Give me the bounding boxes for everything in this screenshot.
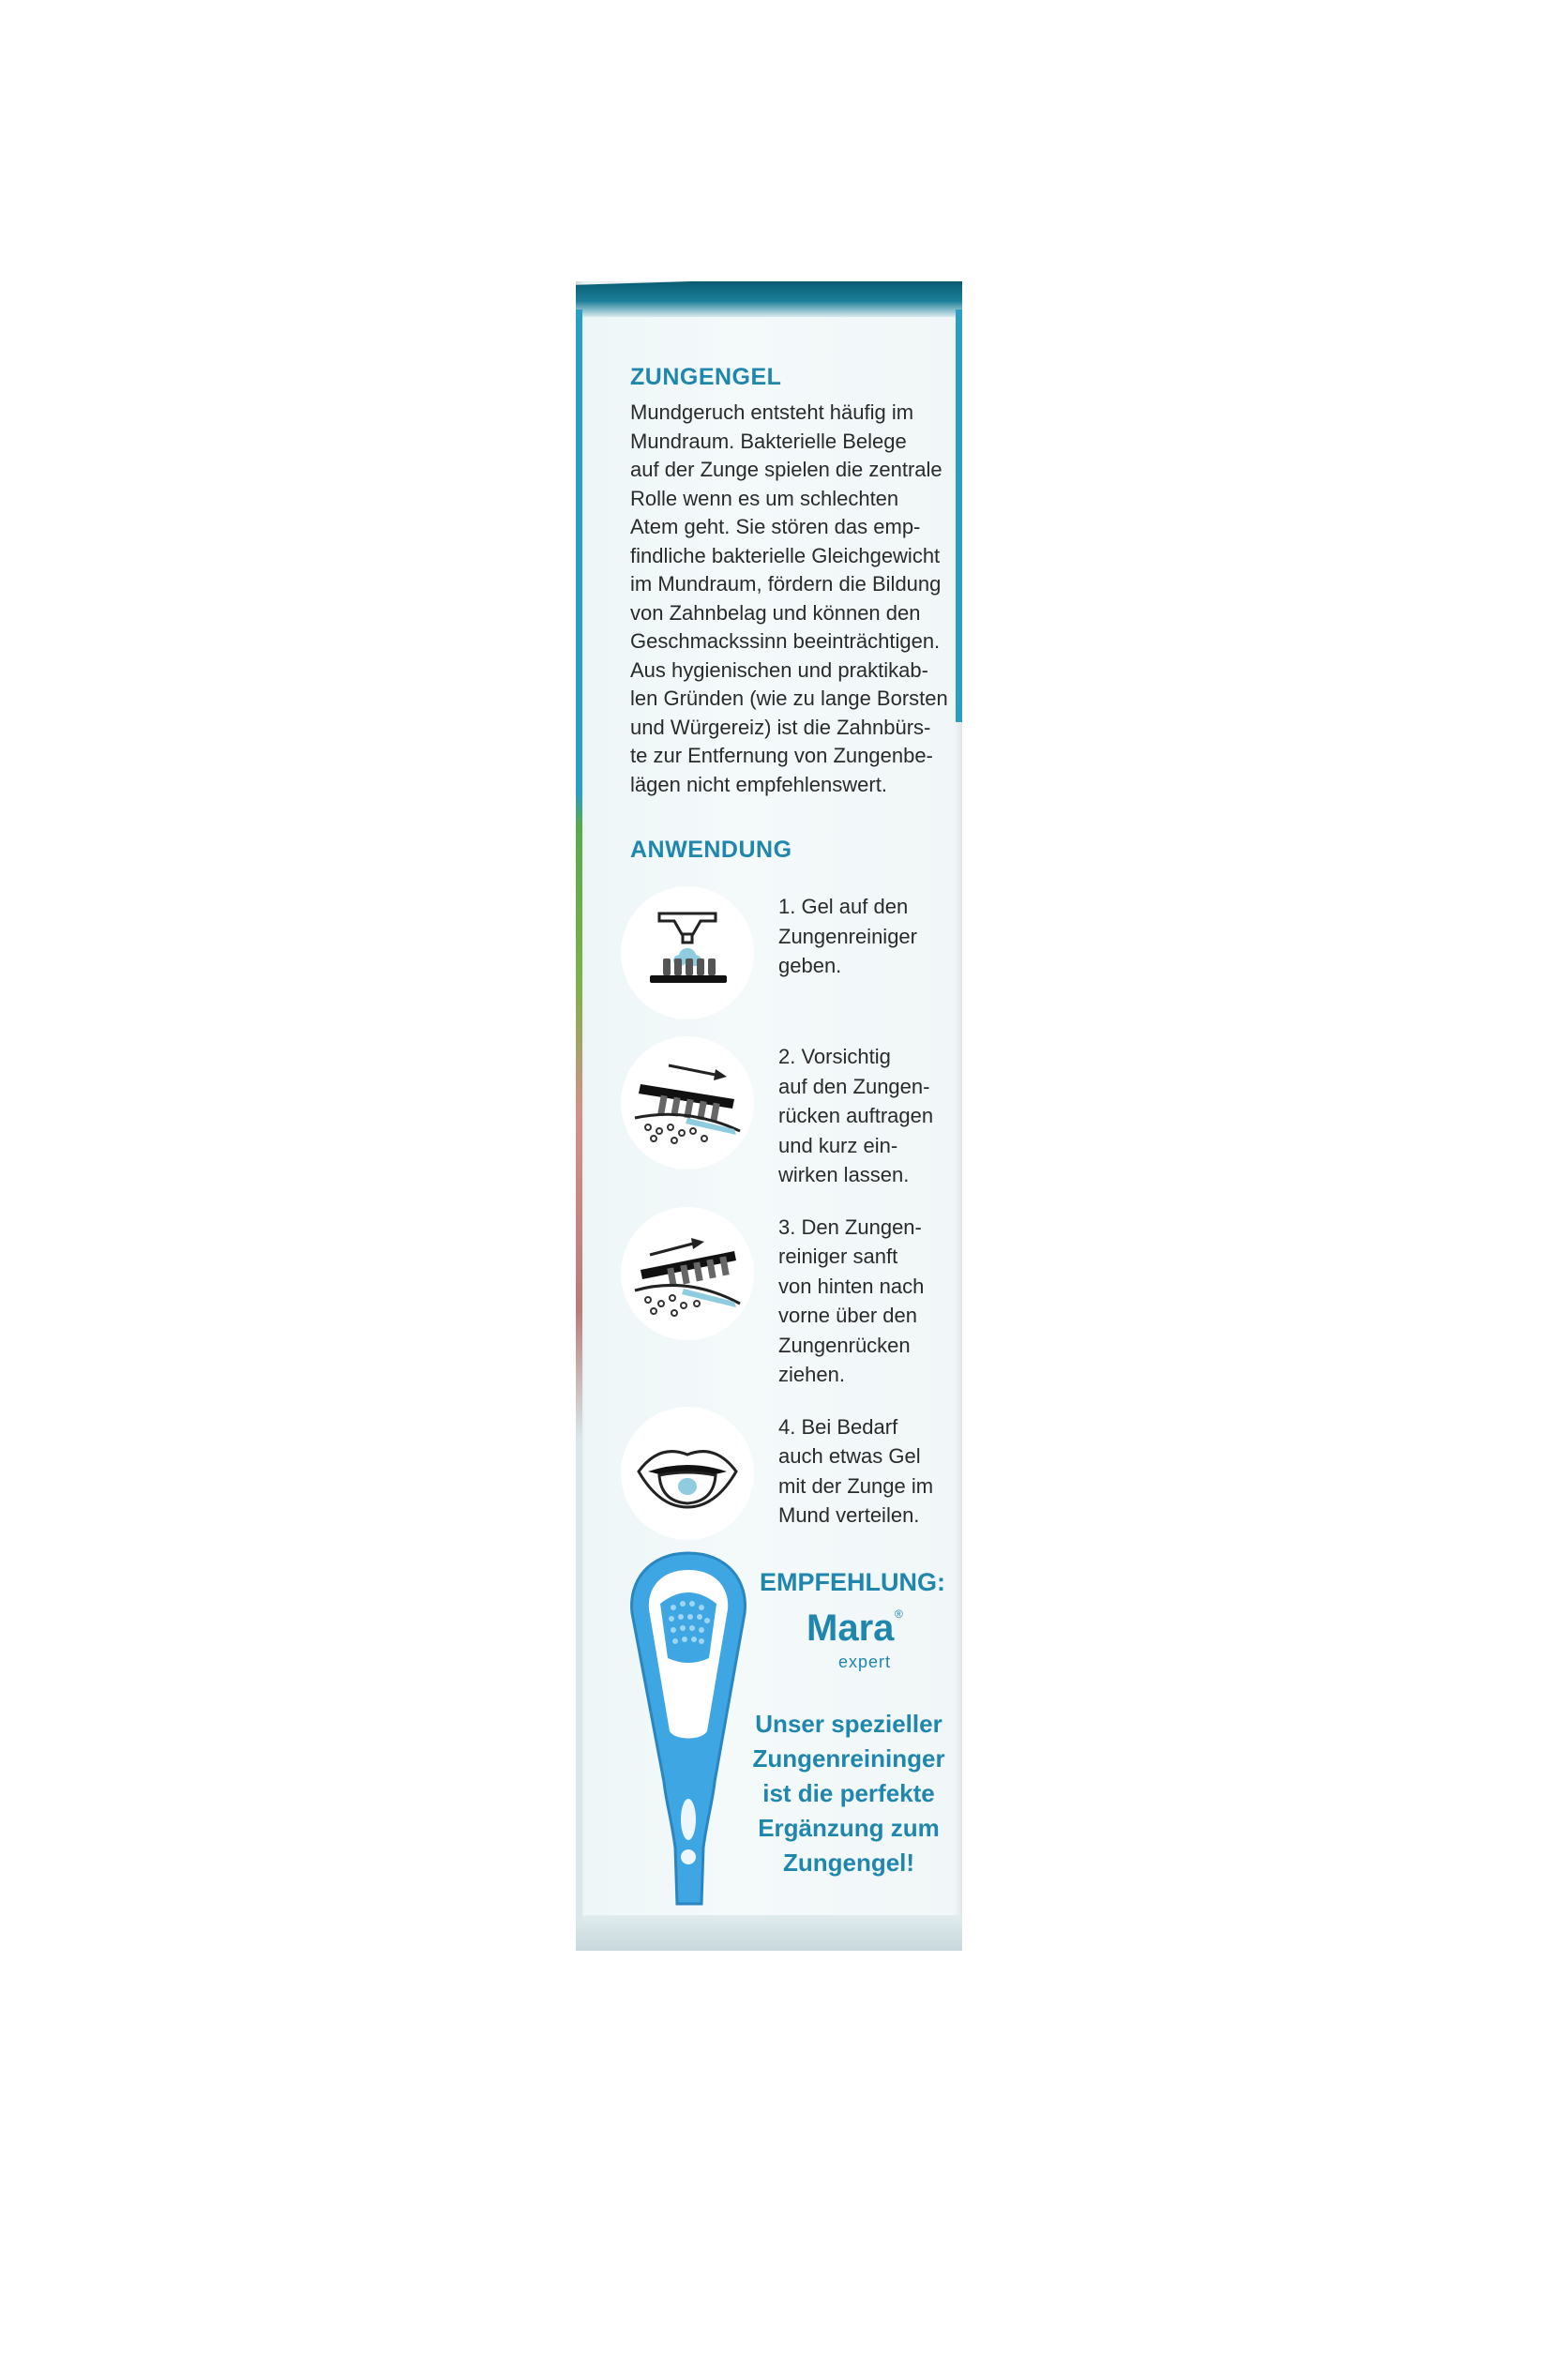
brush-pull-icon (621, 1207, 754, 1340)
desc-line: findliche bakterielle Gleichgewicht (630, 543, 941, 567)
desc-line: te zur Entfernung von Zungenbe- (630, 744, 933, 767)
desc-line: Mundgeruch entsteht häufig im (630, 400, 914, 424)
usage-step-1-text (778, 892, 917, 981)
package-left-edge (576, 309, 582, 1923)
desc-line: von Zahnbelag und können den (630, 600, 921, 625)
rec-line: Zungenreininger (752, 1744, 945, 1773)
step-line: und kurz ein- (778, 1133, 898, 1157)
recommendation-text (745, 1707, 953, 1880)
step-line: 4. Bei Bedarf (778, 1414, 898, 1439)
step-line: Mund verteilen. (778, 1503, 920, 1527)
usage-step-3-text (778, 1213, 924, 1390)
gel-dispenser-icon (621, 886, 754, 1019)
desc-line: len Gründen (wie zu lange Borsten (630, 687, 948, 710)
desc-line: Mundraum. Bakterielle Belege (630, 429, 907, 453)
step-line: auch etwas Gel (778, 1444, 921, 1468)
mouth-tongue-icon (621, 1407, 754, 1540)
step-line: 1. Gel auf den (778, 895, 909, 918)
step-line: mit der Zunge im (778, 1473, 934, 1498)
desc-line: Atem geht. Sie stören das emp- (630, 515, 921, 538)
usage-heading: ANWENDUNG (630, 837, 792, 863)
recommendation-heading: EMPFEHLUNG: (760, 1568, 945, 1596)
step-line: Zungenrücken (778, 1333, 911, 1357)
rec-line: ist die perfekte (762, 1779, 935, 1807)
step-line: wirken lassen. (778, 1163, 910, 1186)
step-line: ziehen. (778, 1363, 845, 1386)
desc-line: und Würgereiz) ist die Zahnbürs- (630, 715, 931, 739)
brush-apply-icon (621, 1036, 754, 1169)
step-line: vorne über den (778, 1304, 917, 1327)
usage-step-2-text (778, 1042, 933, 1190)
desc-line: auf der Zunge spielen die zentrale (630, 458, 942, 481)
step-line: 2. Vorsichtig (778, 1045, 891, 1068)
package-text-content (630, 364, 949, 1557)
usage-step-4-text (778, 1412, 933, 1531)
step-line: geben. (778, 954, 842, 977)
registered-mark: ® (895, 1607, 903, 1621)
desc-line: Rolle wenn es um schlechten (630, 486, 899, 510)
rec-line: Zungengel! (782, 1848, 915, 1877)
package-bottom-flap (576, 1915, 962, 1951)
mara-expert-logo (792, 1607, 942, 1686)
step-line: Zungenreiniger (778, 924, 917, 948)
package-right-edge (956, 309, 962, 722)
brand-name: Mara (807, 1607, 895, 1649)
package-top-flap (576, 281, 962, 317)
tongue-scraper-icon (623, 1547, 754, 1913)
step-line: reiniger sanft (778, 1245, 898, 1268)
step-line: rücken auftragen (778, 1104, 934, 1127)
desc-line: lägen nicht empfehlenswert. (630, 772, 887, 796)
step-line: 3. Den Zungen- (778, 1215, 922, 1239)
desc-line: Aus hygienischen und praktikab- (630, 657, 928, 682)
usage-step-1 (630, 886, 949, 1019)
desc-line: im Mundraum, fördern die Bildung (630, 572, 942, 596)
desc-line: Geschmackssinn beeinträchtigen. (630, 629, 941, 653)
rec-line: Unser spezieller (755, 1710, 942, 1738)
brand-subline: expert (838, 1652, 892, 1671)
usage-step-2 (630, 1036, 949, 1190)
step-line: von hinten nach (778, 1274, 925, 1298)
tongue-gel-description (630, 399, 949, 799)
tongue-gel-heading: ZUNGENGEL (630, 364, 782, 390)
recommendation-block (623, 1547, 953, 1913)
rec-line: Ergänzung zum (758, 1814, 940, 1842)
usage-step-4 (630, 1407, 949, 1540)
step-line: auf den Zungen- (778, 1074, 930, 1098)
usage-step-3 (630, 1207, 949, 1390)
